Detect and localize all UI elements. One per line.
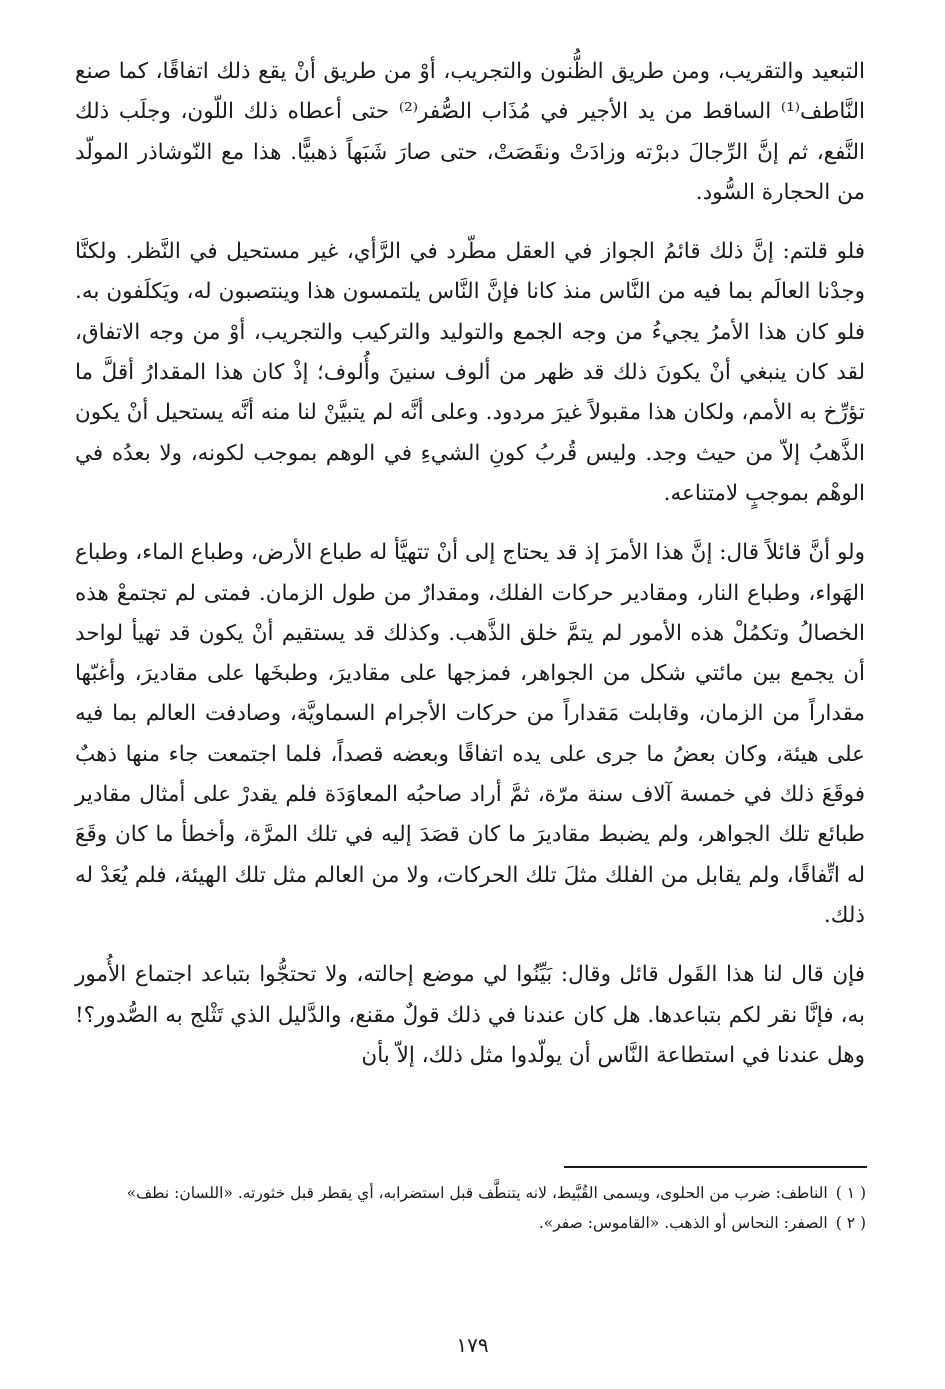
main-text [75,52,865,1076]
page-number: ١٧٩ [456,1333,489,1357]
paragraph: ولو أنَّ قائلاً قال: إنَّ هذا الأمرَ إذ قد يحتاج إلى أنْ تتهيَّأ له طباع الأرض، وطباع الماء، وطباع الهَواء، وطباع النار، ومقادير حركات الفلك، ومقدارٌ من طول الزمان. فمتى لم تجتمعْ هذه الخصالُ وتكمُلْ هذه الأمور لم يتمَّ خلق الذَّهب. وكذلك قد يستقيم أنْ يكون قد تهيأ لواحد أن يجمع بين مائتي شكل من الجواهر، فمزجها على مقاديرَ، وطبخَها على مقاديرَ، وأغبّها مقداراً من الزمان، وقابلت مَقداراً من حركات الأجرام السماويَّة، وصادفت العالم بما فيه على هيئة، وكان بعضُ ما جرى على يده اتفاقًا وبعضه قصداً، فلما اجتمعت جاء منها ذهبٌ فوقَعَ ذلك في خمسة آلاف سنة مرّة، ثمَّ أراد صاحبُه المعاوَدَة فلم يقدرْ على أمثال مقادير طبائع تلك الجواهر، ولم يضبط مقاديرَ ما كان قصَدَ إليه في تلك المرَّة، وأخطأ ما كان وقَعَ له اتِّفاقًا، ولم يقابل من الفلك مثلَ تلك الحركات، ولا من العالم مثل تلك الهيئة، فلم يُعَدْ له ذلك. [75,540,865,928]
footnote-text: الناطف: ضرب من الحلوى، ويسمى القُبَّيط، لانه يتنطَّف قبل استضرابه، أي يقطر قبل خثورته. «اللسان: نطف» [126,1184,828,1202]
footnote [78,1210,866,1237]
footnote-divider [564,1166,867,1168]
footnote-number: ( ٢ ) [835,1214,866,1232]
paragraph: فإن قال لنا هذا القَول قائل وقال: بَيِّنُوا لي موضع إحالته، ولا تحتجُّوا بتباعد اجتماع الأُمور به، فإنَّا نقر لكم بتباعدها. هل كان عندنا في ذلك قولٌ مقنع، والدَّليل الذي تَثْلج به الصُّدور؟! وهل عندنا في استطاعة النَّاس أن يولّدوا مثل ذلك، إلاّ بأن [75,962,865,1068]
footnote [78,1180,866,1207]
footnote-text: الصفر: النحاس أو الذهب. «القاموس: صفر». [538,1214,828,1232]
footnotes [78,1180,866,1240]
paragraph: التبعيد والتقريب، ومن طريق الظُّنون والتجريب، أوْ من طريق أنْ يقع ذلك اتفاقًا، كما صنع النَّاطف⁽¹⁾ الساقط من يد الأجير في مُذَاب الصُّفر⁽²⁾ حتى أعطاه ذلك اللّون، وجلَب ذلك النَّفع، ثم إنَّ الرِّجالَ دبرْته وزادَتْ ونقَصَتْ، حتى صارَ شَبَهاً ذهبيًّا. هذا مع النّوشاذر المولّد من الحجارة السُّود. [75,59,865,205]
paragraph: فلو قلتم: إنَّ ذلك قائمُ الجواز في العقل مطّرد في الرَّأي، غير مستحيل في النَّظر. ولكنَّا وجدْنا العالَم بما فيه من النَّاس منذ كانا فإنَّ النَّاس يلتمسون هذا وينتصبون له، ويَكلَفون به. فلو كان هذا الأمرُ يجيءُ من وجه الجمع والتوليد والتركيب والتجريب، أوْ من وجه الاتفاق، لقد كان ينبغي أنْ يكونَ ذلك قد ظهر من ألوف سنينَ وأُلوف؛ إذْ كان هذا المقدارُ أقلَّ ما تؤرِّخ به الأمم، ولكان هذا مقبولاً غيرَ مردود. وعلى أنَّه لم يتبيَّنْ لنا منه أنَّه يستحيل أنْ يكون الذَّهبُ إلاّ من حيث وجد. وليس قُربُ كونِ الشيءِ في الوهم بموجب لكونه، ولا بعدُه في الوهْم بموجبٍ لامتناعه. [75,239,865,506]
footnote-number: ( ١ ) [835,1184,866,1202]
